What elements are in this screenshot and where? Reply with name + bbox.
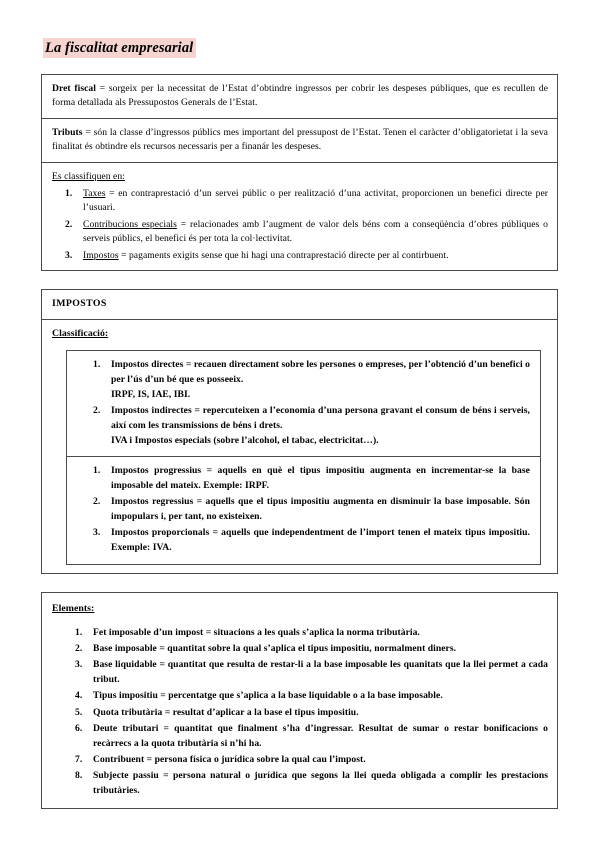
list-item-term: Impostos [83, 249, 119, 261]
dret-fiscal-definition: = sorgeix per la necessitat de l’Estat d’obtindre ingressos per cobrir les despeses públiques, que es recullen de forma detallada als Pressupostos Generals de l’Estat. [52, 82, 548, 109]
list-item-text: Deute tributari = quantitat que finalment s’ha d’ingressar. Resultat de sumar o restar bonificacions o recàrrecs a la quota tributària si n’hi ha. [93, 722, 548, 749]
page-title-text: La fiscalitat empresarial [43, 38, 196, 58]
list-item-text: Impostos directes = recauen directament sobre les persones o empreses, per l’obtenció d’un benefici o per l’ús d’un bé que es posseeix. [111, 359, 530, 386]
page-title [43, 38, 558, 60]
list-item [93, 642, 548, 657]
list-item [83, 187, 548, 217]
list-item-term: Contribucions especials [83, 218, 177, 230]
list-item [93, 753, 548, 768]
list-item-text: Tipus impositiu = percentatge que s’aplica a la base liquidable o a la base imposable. [93, 690, 443, 702]
list-item [83, 218, 548, 248]
impostos-box [41, 289, 558, 573]
classification-row [42, 162, 557, 270]
list-item-text: Fet imposable d’un impost = situacions a les quals s’aplica la norma tributària. [93, 626, 420, 638]
list-item-text: Impostos regressius = aquells que el tipus impositiu augmenta en disminuir la base imposable. Són impopulars i, per tant, no existeixen. [111, 496, 530, 523]
list-item-note: IVA i Impostos especials (sobre l’alcohol, el tabac, electricitat…). [111, 434, 379, 446]
list-item [93, 722, 548, 752]
tributs-term: Tributs [52, 126, 83, 138]
impostos-heading: IMPOSTOS [52, 298, 107, 310]
impostos-rate-type-group [67, 456, 540, 564]
list-item [111, 464, 530, 494]
direct-indirect-list [71, 358, 530, 448]
tributs-definition: = són la classe d’ingressos públics mes important del pressupost de l’Estat. Tenen el caràcter d’obligatorietat i la seva finalitat és obtindre els recursos necessaris per a finanár les despeses. [52, 126, 548, 153]
list-item [111, 526, 530, 556]
list-item [93, 626, 548, 641]
list-item [111, 404, 530, 448]
tributs-paragraph [52, 126, 548, 155]
list-item [93, 689, 548, 704]
elements-body [42, 593, 557, 808]
elements-heading: Elements: [52, 602, 95, 614]
list-item [93, 769, 548, 799]
list-item [111, 495, 530, 525]
list-item [93, 658, 548, 688]
dret-fiscal-row [42, 75, 557, 118]
rate-type-list [71, 464, 530, 556]
concepts-box [41, 74, 558, 272]
list-item [83, 249, 548, 264]
impostos-types-inner-box [66, 350, 541, 565]
list-item-text: Base liquidable = quantitat que resulta de restar-li a la base imposable les quanitats que la llei permet a cada tribut. [93, 659, 548, 686]
impostos-classification-row [42, 319, 557, 565]
list-item-text: Impostos indirectes = repercuteixen a l’economia d’una persona gravant el consum de béns i serveis, així com les transmissions de béns i drets. [111, 405, 530, 431]
elements-box [41, 592, 558, 809]
list-item-term: Taxes [83, 187, 106, 199]
tributs-row [42, 118, 557, 162]
list-item-note: IRPF, IS, IAE, IBI. [111, 388, 191, 400]
list-item-text: Contribuent = persona física o jurídica sobre la qual cau l’impost. [93, 753, 366, 765]
dret-fiscal-paragraph [52, 82, 548, 111]
list-item-text: Quota tributària = resultat d’aplicar a la base el tipus impositiu. [93, 706, 359, 718]
list-item [111, 358, 530, 402]
classificacio-heading: Classificació: [52, 328, 109, 340]
list-item-text: Base imposable = quantitat sobre la qual s’aplica el tipus impositiu, normalment diners. [93, 643, 457, 655]
impostos-direct-indirect-group [67, 351, 540, 456]
classification-list [52, 187, 548, 264]
list-item-text: Subjecte passiu = persona natural o jurídica que segons la llei queda obligada a complir les prestacions tributàries. [93, 770, 548, 796]
list-item-text: = relacionades amb l’augment de valor dels béns com a conseqüència d’obres públiques o serveis públics, el benefici és per tota la col·lectivitat. [83, 218, 548, 245]
impostos-heading-row [42, 290, 557, 319]
list-item-text: Impostos progressius = aquells en què el tipus impositiu augmenta en incrementar-se la base imposable del mateix. Exemple: IRPF. [111, 465, 530, 492]
classification-lead: Es classifiquen en: [52, 171, 125, 183]
elements-list [52, 626, 548, 799]
list-item-text: Impostos proporcionals = aquells que independentment de l’import tenen el mateix tipus impositiu. Exemple: IVA. [111, 527, 530, 554]
dret-fiscal-term: Dret fiscal [52, 82, 96, 94]
list-item-text: = en contraprestació d’un servei públic o per realització d’una activitat, proporcionen un benefici directe per l’usuari. [83, 187, 548, 214]
list-item-text: = pagaments exigits sense que hi hagi una contraprestació directe per al contirbuent. [118, 249, 449, 261]
list-item [93, 706, 548, 721]
